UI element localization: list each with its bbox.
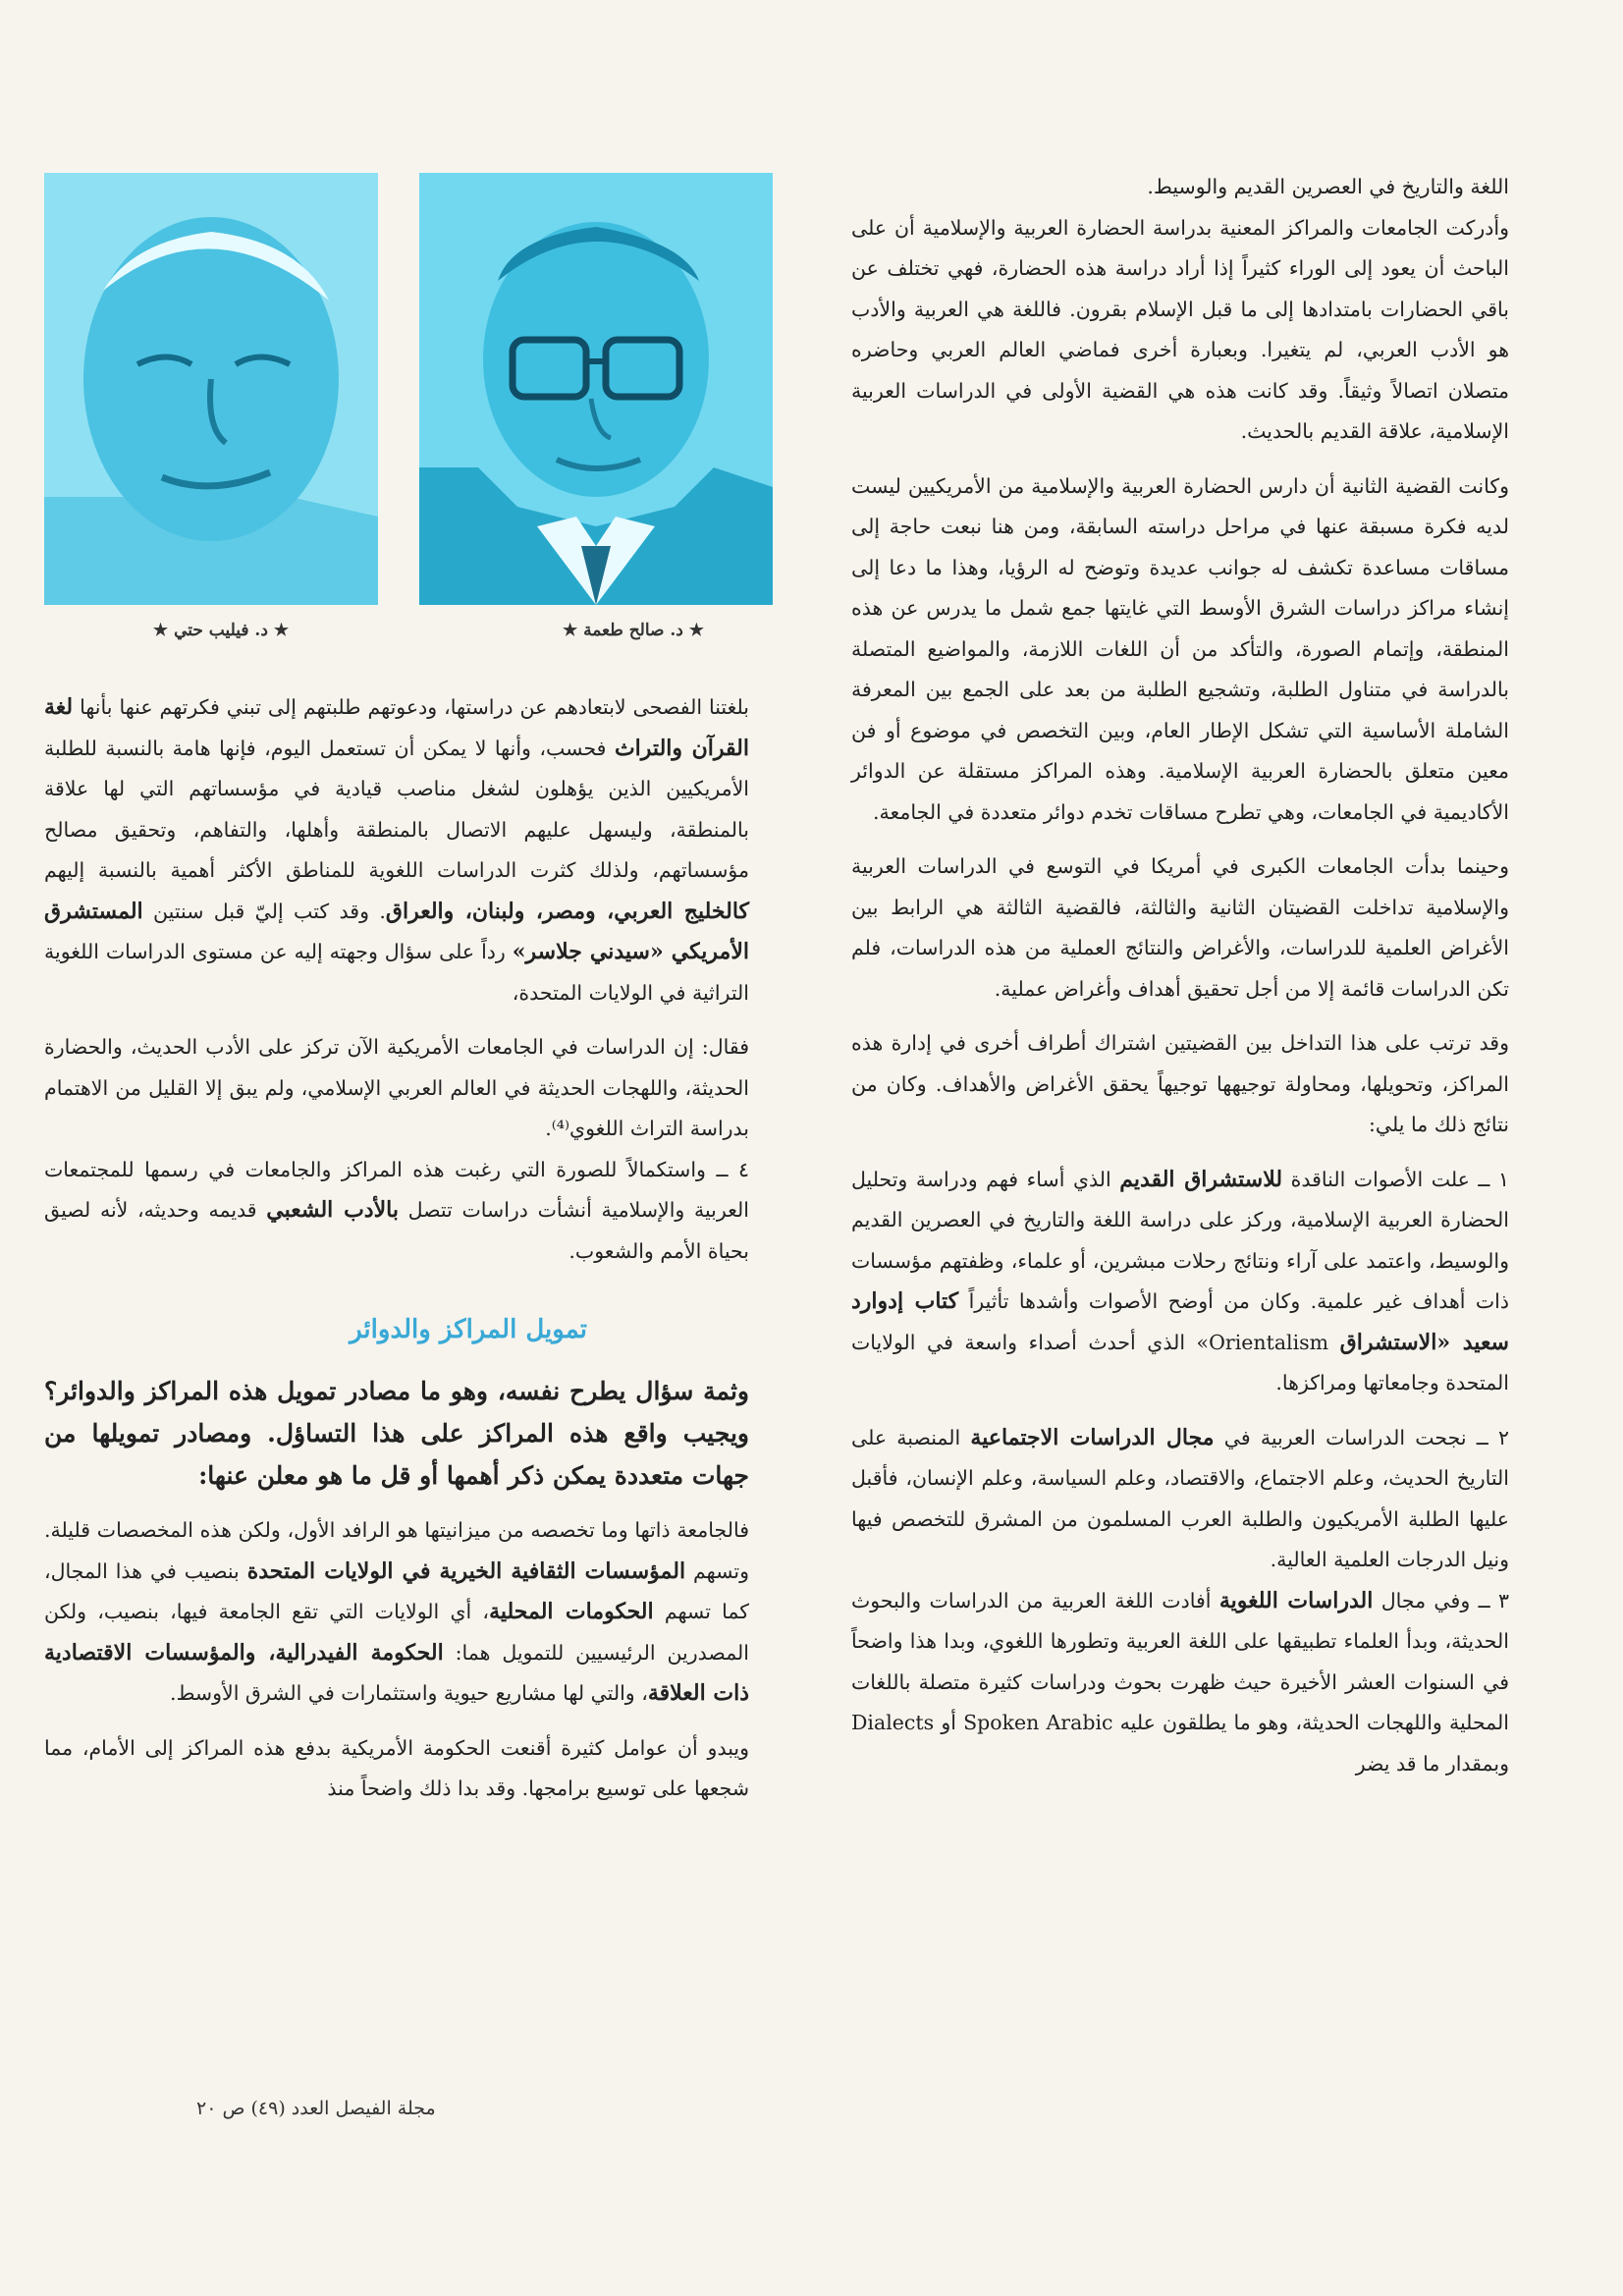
right-column — [851, 167, 1509, 1784]
text-run: ١ ــ علت الأصوات الناقدة — [1282, 1167, 1509, 1191]
paragraph: اللغة والتاريخ في العصرين القديم والوسيط. — [1147, 175, 1509, 198]
spacer — [44, 1272, 749, 1315]
paragraph — [44, 1150, 749, 1273]
text-run: رداً على سؤال وجهته إليه عن مستوى الدراسات اللغوية التراثية في الولايات المتحدة، — [44, 940, 749, 1005]
bold-text: المستشرق الأمريكي «سيدني جلاسر» — [44, 898, 749, 964]
bold-text: كتاب إدوارد سعيد «الاستشراق — [851, 1288, 1509, 1355]
text-run: قديمه وحديثه، لأنه لصيق بحياة الأمم والشعوب. — [44, 1198, 749, 1263]
bold-text: المؤسسات الثقافية الخيرية في الولايات المتحدة — [246, 1558, 686, 1584]
photos-strip — [44, 173, 773, 605]
bold-text: الحكومات المحلية — [489, 1599, 654, 1624]
paragraph — [851, 1418, 1509, 1581]
text-run: بنصيب في هذا المجال، كما تسهم — [44, 1558, 749, 1623]
bold-text: الحكومة الفيدرالية، والمؤسسات الاقتصادية ذات العلاقة — [44, 1639, 749, 1706]
portrait-saleh-tuma-illustration — [419, 173, 773, 605]
paragraph: وحينما بدأت الجامعات الكبرى في أمريكا في التوسع في الدراسات العربية والإسلامية تداخلت القضيتان الثانية والثالثة، فالقضية الثالثة هي الرابط بين الأغراض العلمية للدراسات، والأغراض والنتائج العملية من هذه الدراسات، فلم تكن الدراسات قائمة إلا من أجل تحقيق أهداف وأغراض عملية. — [851, 854, 1509, 1001]
text-run: أفادت اللغة العربية من الدراسات والبحوث الحديثة، وبدأ العلماء تطبيقها على اللغة العربية وتطورها اللغوي، وبدا هذا واضحاً في السنوات العشر الأخيرة حيث ظهرت بحوث ودراسات كثيرة متصلة باللغات المحلية واللهجات الحديثة، وهو ما يطلقون عليه Spoken Arabic أو Dialects وبمقدار ما قد يضر — [851, 1588, 1509, 1776]
paragraph: فقال: إن الدراسات في الجامعات الأمريكية الآن تركز على الأدب الحديث، والحضارة الحديثة، واللهجات الحديثة في العالم العربي الإسلامي، ولم يبق إلا القليل من الاهتمام بدراسة التراث اللغوي⁽⁴⁾. — [44, 1035, 749, 1140]
bold-text: بالأدب الشعبي — [266, 1197, 399, 1223]
bold-text: الدراسات اللغوية — [1218, 1587, 1374, 1613]
text-run: بلغتنا الفصحى لابتعادهم عن دراستها، ودعوتهم طلبتهم إلى تبني فكرتهم عنها بأنها — [73, 695, 749, 719]
text-run: الذي أساء فهم ودراسة وتحليل الحضارة العربية الإسلامية، وركز على دراسة اللغة والتاريخ في العصرين القديم والوسيط، واعتمد على آراء ونتائج رحلات مبشرين، أو علماء، وظفتهم مؤسسات ذات أهداف غير علمية. وكان من أوضح الأصوات وأشدها تأثيراً — [851, 1167, 1509, 1313]
text-run: Orientalism» الذي أحدث أصداء واسعة في الولايات المتحدة وجامعاتها ومراكزها. — [851, 1330, 1509, 1394]
left-column — [44, 687, 749, 1810]
page-footer: مجلة الفيصل العدد (٤٩) ص ٢٠ — [196, 2098, 436, 2119]
paragraph: وأدركت الجامعات والمراكز المعنية بدراسة الحضارة العربية والإسلامية أن على الباحث أن يعود إلى الوراء كثيراً إذا أراد دراسة هذه الحضارة، فهي تختلف عن باقي الحضارات بامتدادها إلى ما قبل الإسلام بقرون. فاللغة هي العربية والأدب هو الأدب العربي، لم يتغيرا. وبعبارة أخرى فماضي العالم العربي وحاضره متصلان اتصالاً وثيقاً. وقد كانت هذه هي القضية الأولى في الدراسات العربية الإسلامية، علاقة القديم بالحديث. — [851, 215, 1509, 443]
text-run: فالجامعة ذاتها وما تخصصه من ميزانيتها هو الرافد الأول، ولكن هذه المخصصات قليلة. وتسهم — [44, 1518, 749, 1583]
portrait-philip-hitti-illustration — [44, 173, 378, 605]
text-run: . وقد كتب إليّ قبل سنتين — [142, 899, 386, 923]
paragraph — [851, 1160, 1509, 1404]
portrait-philip-hitti — [44, 173, 378, 605]
bold-text: كالخليج العربي، ومصر، ولبنان، والعراق — [385, 898, 749, 924]
text-run: ، والتي لها مشاريع حيوية واستثمارات في الشرق الأوسط. — [169, 1681, 648, 1705]
bold-text: لغة القرآن والتراث — [44, 694, 749, 761]
text-run: ٣ ــ وفي مجال — [1373, 1588, 1509, 1613]
paragraph — [851, 1581, 1509, 1785]
lead-paragraph: وثمة سؤال يطرح نفسه، وهو ما مصادر تمويل هذه المراكز والدوائر؟ ويجيب واقع هذه المراكز على هذا التساؤل. ومصادر تمويلها من جهات متعددة يمكن ذكر أهمها أو قل ما هو معلن عنها: — [44, 1377, 749, 1490]
paragraph: وكانت القضية الثانية أن دارس الحضارة العربية والإسلامية من الأمريكيين ليست لديه فكرة مسبقة عنها في مراحل دراسته السابقة، ومن هنا نبعت حاجة إلى مساقات مساعدة تكشف له جوانب عديدة وتوضح له الرؤيا، وهذا ما دعا إلى إنشاء مراكز دراسات الشرق الأوسط التي غايتها جمع شمل ما يدرس عن هذه المنطقة، وإتمام الصورة، والتأكد من أن اللغات اللازمة، والمواضيع المتصلة بالدراسة في متناول الطلبة، وتشجيع الطلبة من بعد على الجمع بين المعرفة الشاملة الأساسية التي تشكل الإطار العام، وبين التخصص في موضوع أو فن معين متعلق بالحضارة العربية الإسلامية. وهذه المراكز مستقلة عن الدوائر الأكاديمية في الجامعات، وهي تطرح مساقات تخدم دوائر متعددة في الجامعة. — [851, 473, 1509, 824]
text-run: ، أي الولايات التي تقع الجامعة فيها، بنصيب، ولكن المصدرين الرئيسيين للتمويل هما: — [44, 1600, 749, 1665]
text-run: فحسب، وأنها لا يمكن أن تستعمل اليوم، فإنها هامة بالنسبة للطلبة الأمريكيين الذين يؤهلون لشغل مناصب قيادية في مؤسساتهم التي لها علاقة بالمنطقة، وليسهل عليهم الاتصال بالمنطقة وأهلها، والتفاهم، وتحقيق مصالح مؤسساتهم، ولذلك كثرت الدراسات اللغوية للمناطق الأكثر أهمية بالنسبة إليهم — [44, 736, 749, 882]
paragraph — [44, 1510, 749, 1715]
text-run: ٢ ــ نجحت الدراسات العربية في — [1214, 1425, 1509, 1449]
section-heading: تمويل المراكز والدوائر — [350, 1315, 587, 1344]
caption-philip-hitti: ★ د. فيليب حتي ★ — [152, 621, 290, 640]
paragraph: ويبدو أن عوامل كثيرة أقنعت الحكومة الأمريكية بدفع هذه المراكز إلى الأمام، مما شجعها على توسيع برامجها. وقد بدا ذلك واضحاً منذ — [44, 1735, 749, 1800]
bold-text: للاستشراق القديم — [1119, 1166, 1283, 1192]
paragraph: وقد ترتب على هذا التداخل بين القضيتين اشتراك أطراف أخرى في إدارة هذه المراكز، وتحويلها، ومحاولة توجيهها توجيهاً يحقق الأغراض والأهداف. وكان من نتائج ذلك ما يلي: — [851, 1031, 1509, 1136]
bold-text: مجال الدراسات الاجتماعية — [970, 1424, 1215, 1450]
text-run: المنصبة على التاريخ الحديث، وعلم الاجتماع، والاقتصاد، وعلم السياسة، وعلم الإنسان، فأقبل عليها الطلبة الأمريكيون والطلبة العرب المسلمون من المشرق للتخصص فيها ونيل الدرجات العلمية العالية. — [851, 1425, 1509, 1571]
text-run: ٤ ــ واستكمالاً للصورة التي رغبت هذه المراكز والجامعات في رسمها للمجتمعات العربية والإسلامية أنشأت دراسات تتصل — [44, 1157, 749, 1222]
caption-saleh-tuma: ★ د. صالح طعمة ★ — [562, 621, 705, 640]
portrait-saleh-tuma — [419, 173, 773, 605]
paragraph — [44, 687, 749, 1013]
